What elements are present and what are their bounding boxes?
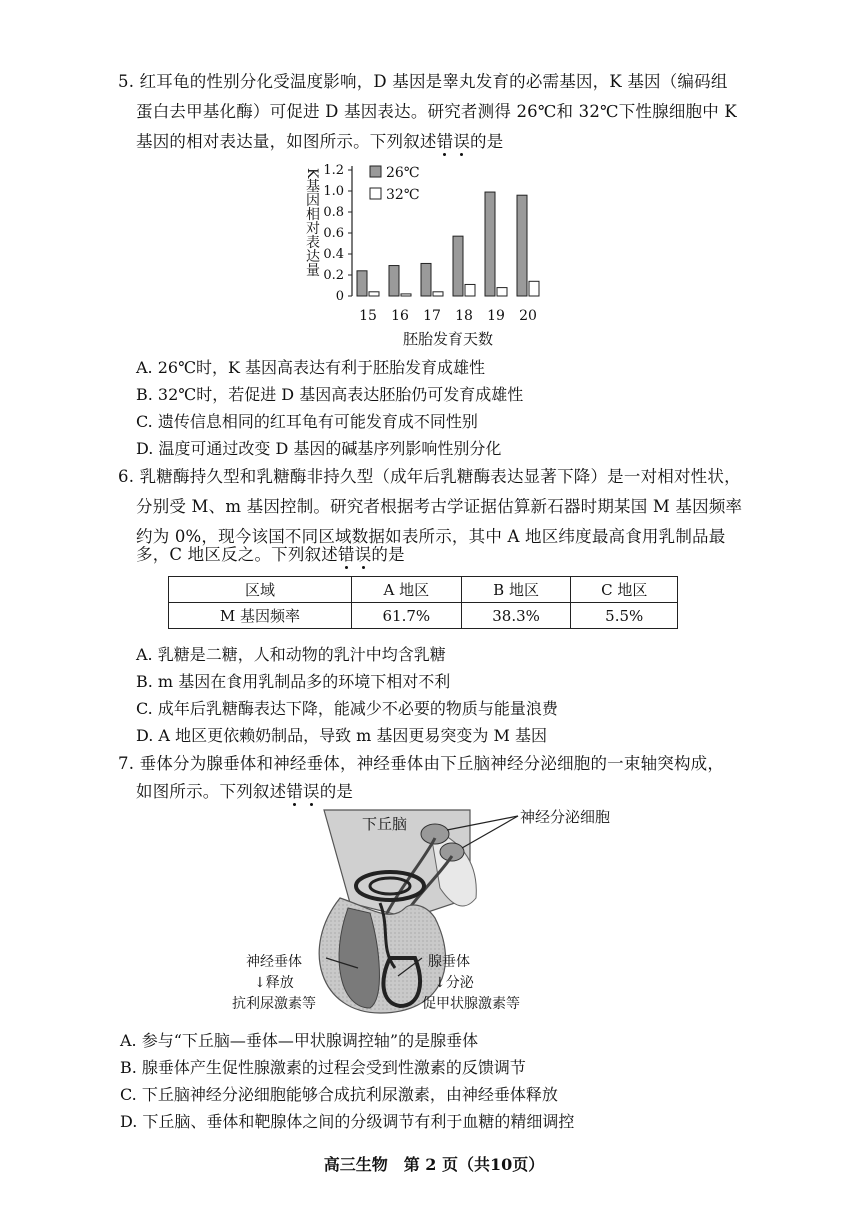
bar-26c — [357, 271, 367, 296]
table-header-cell: B 地区 — [461, 577, 571, 603]
q7-option-b[interactable]: B. 腺垂体产生促性腺激素的过程会受到性激素的反馈调节 — [120, 1058, 526, 1077]
q6-stem-line-3: 约为 0%，现今该国不同区域数据如表所示，其中 A 地区纬度最高食用乳制品最 — [136, 527, 726, 546]
bar-32c — [497, 288, 507, 296]
q6-stem-line-2: 分别受 M、m 基因控制。研究者根据考古学证据估算新石器时期某国 M 基因频率 — [136, 497, 743, 516]
bar-32c — [401, 294, 411, 296]
hypothalamus-label: 下丘脑 — [362, 815, 408, 833]
bar-32c — [433, 292, 443, 296]
release-text: 释放 — [265, 975, 294, 991]
release-label — [254, 972, 294, 992]
legend-swatch — [370, 188, 381, 199]
table-cell: M 基因频率 — [169, 603, 352, 629]
q7-stem-line-1: 7. 垂体分为腺垂体和神经垂体，神经垂体由下丘脑神经分泌细胞的一束轴突构成， — [118, 754, 725, 773]
emphasis-char: 误 — [303, 782, 320, 801]
q7-stem-tail: 的是 — [319, 782, 354, 801]
x-tick-label: 18 — [455, 308, 473, 324]
y-tick-label: 1.2 — [323, 163, 344, 178]
q5-stem-line-2: 蛋白去甲基化酶）可促进 D 基因表达。研究者测得 26℃和 32℃下性腺细胞中 K — [136, 102, 737, 121]
x-axis-label: 胚胎发育天数 — [402, 330, 494, 348]
adh-label: 抗利尿激素等 — [232, 996, 316, 1012]
q6-option-d[interactable]: D. A 地区更依赖奶制品，导致 m 基因更易突变为 M 基因 — [136, 726, 547, 745]
adenohypophysis-label: 腺垂体 — [428, 954, 470, 970]
q6-stem-tail: 的是 — [371, 545, 405, 564]
table-header-cell: A 地区 — [351, 577, 461, 603]
neurosecretory-cell-label: 神经分泌细胞 — [520, 808, 611, 826]
bar-32c — [465, 284, 475, 296]
emphasis-char: 错 — [286, 782, 304, 801]
y-tick-label: 0 — [335, 289, 344, 304]
x-tick-label: 19 — [487, 308, 505, 324]
emphasis-char: 误 — [354, 545, 372, 564]
secrete-label — [434, 972, 474, 992]
y-tick-label: 0.2 — [323, 268, 344, 283]
q6-option-b[interactable]: B. m 基因在食用乳制品多的环境下相对不利 — [136, 672, 451, 691]
table-cell: 61.7% — [351, 603, 461, 629]
q7-option-d[interactable]: D. 下丘脑、垂体和靶腺体之间的分级调节有利于血糖的精细调控 — [120, 1112, 575, 1131]
table-header-cell: C 地区 — [571, 577, 678, 603]
emphasis-char: 错 — [337, 545, 355, 564]
emphasis-char: 误 — [453, 132, 471, 151]
q7-option-a[interactable]: A. 参与“下丘脑—垂体—甲状腺调控轴”的是腺垂体 — [120, 1031, 479, 1050]
x-tick-label: 20 — [519, 308, 537, 324]
q5-stem-tail: 的是 — [470, 132, 504, 151]
q7-emphasis — [286, 782, 319, 801]
secrete-text: 分泌 — [445, 975, 474, 991]
emphasis-char: 错 — [436, 132, 454, 151]
q5-option-c[interactable]: C. 遗传信息相同的红耳龟有可能发育成不同性别 — [136, 412, 478, 431]
legend-label: 32℃ — [386, 187, 420, 203]
q6-option-c[interactable]: C. 成年后乳糖酶表达下降，能减少不必要的物质与能量浪费 — [136, 699, 558, 718]
q5-stem-line-3 — [136, 132, 503, 152]
tsh-label: 促甲状腺激素等 — [422, 996, 520, 1012]
bar-26c — [485, 192, 495, 296]
neurohypophysis-label: 神经垂体 — [246, 954, 302, 970]
y-tick-label: 1.0 — [323, 184, 344, 199]
q6-emphasis — [338, 545, 371, 564]
k-gene-expression-chart — [298, 160, 558, 350]
legend-swatch — [370, 166, 381, 177]
q5-stem-line-1: 5. 红耳龟的性别分化受温度影响，D 基因是睾丸发育的必需基因，K 基因（编码组 — [118, 72, 728, 91]
q5-option-b[interactable]: B. 32℃时，若促进 D 基因高表达胚胎仍可发育成雄性 — [136, 385, 524, 404]
table-header-cell: 区域 — [169, 577, 352, 603]
q7-option-c[interactable]: C. 下丘脑神经分泌细胞能够合成抗利尿激素，由神经垂体释放 — [120, 1085, 558, 1104]
q6-stem-text: 多，C 地区反之。下列叙述 — [136, 545, 338, 564]
q7-stem-line-2 — [136, 782, 353, 802]
table-header-row — [169, 577, 678, 603]
bar-32c — [369, 292, 379, 296]
q5-option-a[interactable]: A. 26℃时，K 基因高表达有利于胚胎发育成雄性 — [136, 358, 486, 377]
page-footer: 高三生物 第 2 页（共10页） — [323, 1155, 545, 1174]
q6-stem-line-4 — [136, 545, 405, 565]
down-arrow-icon: ↓ — [254, 975, 266, 991]
q6-option-a[interactable]: A. 乳糖是二糖，人和动物的乳汁中均含乳糖 — [136, 645, 446, 664]
bar-26c — [453, 236, 463, 296]
bar-26c — [517, 195, 527, 296]
legend-label: 26℃ — [386, 165, 420, 181]
bar-26c — [389, 266, 399, 296]
y-axis-label: K基因相对表达量 — [304, 168, 320, 277]
table-cell: 38.3% — [461, 603, 571, 629]
table-row — [169, 603, 678, 629]
x-tick-label: 15 — [359, 308, 377, 324]
table-cell: 5.5% — [571, 603, 678, 629]
m-gene-frequency-table — [168, 576, 678, 629]
y-tick-label: 0.6 — [323, 226, 344, 241]
q5-option-d[interactable]: D. 温度可通过改变 D 基因的碱基序列影响性别分化 — [136, 439, 502, 458]
q5-stem-text: 基因的相对表达量，如图所示。下列叙述 — [136, 132, 437, 151]
x-tick-label: 16 — [391, 308, 409, 324]
bar-26c — [421, 263, 431, 296]
q6-stem-line-1: 6. 乳糖酶持久型和乳糖酶非持久型（成年后乳糖酶表达显著下降）是一对相对性状， — [118, 467, 741, 486]
down-arrow-icon: ↓ — [434, 975, 446, 991]
y-tick-label: 0.8 — [323, 205, 344, 220]
q5-emphasis — [437, 132, 470, 151]
x-tick-label: 17 — [423, 308, 441, 324]
q7-stem-text: 如图所示。下列叙述 — [136, 782, 287, 801]
bar-32c — [529, 281, 539, 296]
y-tick-label: 0.4 — [323, 247, 344, 262]
